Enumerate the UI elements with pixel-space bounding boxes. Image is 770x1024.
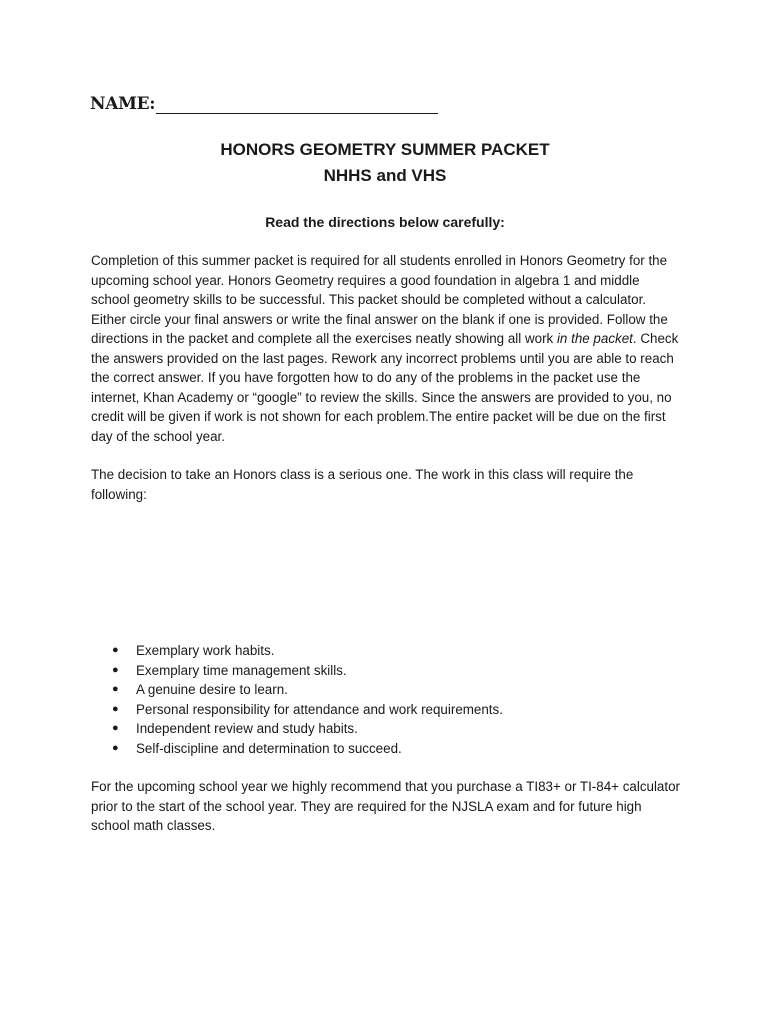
requirements-list: [112, 641, 503, 758]
list-item-text: A genuine desire to learn.: [136, 682, 288, 697]
list-item: [112, 641, 503, 661]
list-item-text: Exemplary time management skills.: [136, 662, 347, 678]
bullet-icon: ●: [112, 644, 119, 656]
list-item: [112, 719, 503, 739]
name-field: [90, 94, 438, 114]
calculator-paragraph: For the upcoming school year we highly recommend that you purchase a TI83+ or TI-84+ calculator prior to the start of the school year. They are required for the NJSLA exam and for future high school math classes.: [91, 779, 681, 833]
list-item: [112, 700, 503, 720]
list-item: [112, 680, 503, 700]
bullet-icon: ●: [112, 741, 119, 754]
document-title: HONORS GEOMETRY SUMMER PACKET: [220, 140, 550, 159]
list-item-text: Independent review and study habits.: [136, 721, 358, 736]
name-blank-line: [156, 99, 438, 114]
intro-emphasis: in the packet: [556, 331, 633, 346]
decision-paragraph: The decision to take an Honors class is a serious one. The work in this class will require the following:: [91, 467, 634, 502]
bullet-icon: ●: [112, 683, 119, 695]
intro-text-part1: Completion of this summer packet is required for all students enrolled in Honors Geometry for the upcoming school year. Honors Geometry requires a good foundation in algebra 1 and middle school geometry skills to be successful. This packet should be completed without a calculator. Either circle your final answers or write the final answer on the blank if one is provided. Follow the directions in the packet and complete all the exercises neatly showing all work: [91, 253, 668, 346]
list-item-text: Self-discipline and determination to succeed.: [136, 740, 402, 756]
list-item-text: Personal responsibility for attendance and work requirements.: [136, 701, 503, 717]
bullet-icon: ●: [112, 702, 119, 715]
bullet-icon: ●: [112, 722, 119, 734]
list-item-text: Exemplary work habits.: [136, 643, 275, 658]
list-item: [112, 739, 503, 759]
intro-text-part2: . Check the answers provided on the last pages. Rework any incorrect problems until you are able to reach the correct answer. If you have forgotten how to do any of the problems in the packet use the internet, Khan Academy or “google” to review the skills. Since the answers are provided to you, no credit will be given if work is not shown for each problem.The entire packet will be due on the first day of the school year.: [91, 331, 679, 444]
bullet-icon: ●: [112, 663, 119, 676]
document-subtitle: NHHS and VHS: [323, 166, 447, 185]
name-label: NAME:: [90, 94, 156, 114]
directions-heading: Read the directions below carefully:: [265, 214, 505, 230]
intro-paragraph: [91, 251, 681, 446]
list-item: [112, 661, 503, 681]
